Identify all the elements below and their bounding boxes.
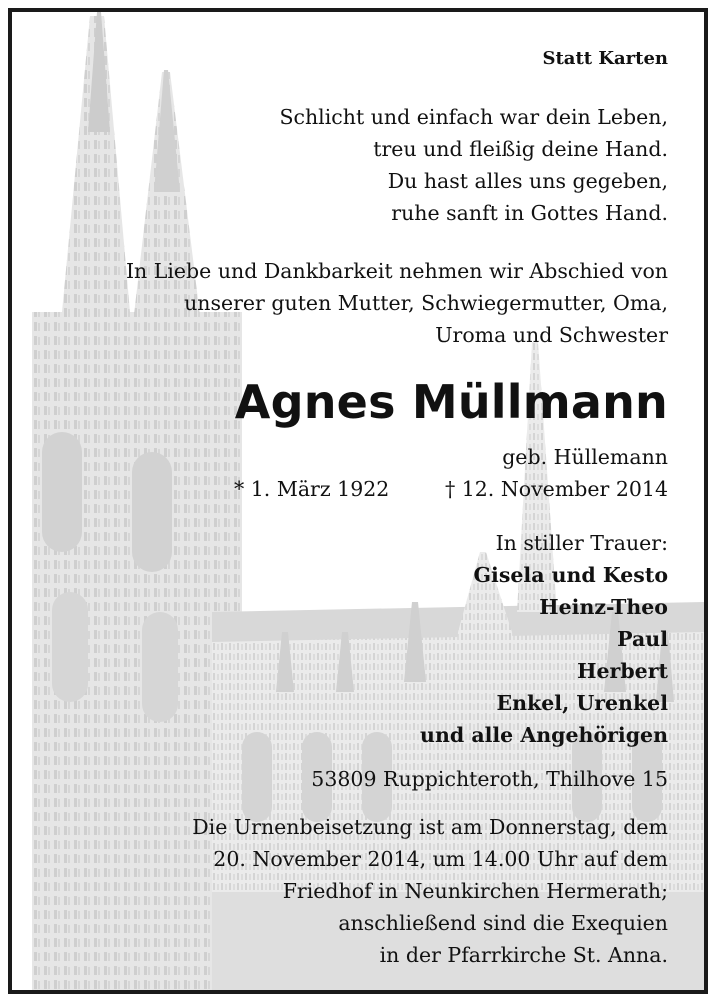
mourner-5: Enkel, Urenkel [496,691,668,715]
ceremony-line-3: Friedhof in Neunkirchen Hermerath; [282,879,668,903]
mourner-6: und alle Angehörigen [420,723,668,747]
poem-line-1: Schlicht und einfach war dein Leben, [279,105,668,129]
maiden-name: geb. Hüllemann [502,445,668,469]
intro-line-1: In Liebe und Dankbarkeit nehmen wir Abschied von [125,259,668,283]
mourner-3: Paul [617,627,668,651]
poem-line-4: ruhe sanft in Gottes Hand. [391,201,668,225]
ceremony-line-2: 20. November 2014, um 14.00 Uhr auf dem [213,847,668,871]
poem-line-3: Du hast alles uns gegeben, [387,169,668,193]
mourner-4: Herbert [577,659,668,683]
ceremony-line-4: anschließend sind die Exequien [338,911,668,935]
mourner-2: Heinz-Theo [539,595,668,619]
birth-date: * 1. März 1922 [234,477,390,501]
intro-line-2: unserer guten Mutter, Schwiegermutter, Oma, [184,291,668,315]
death-date: † 12. November 2014 [444,477,668,501]
deceased-name: Agnes Müllmann [234,375,668,429]
intro-line-3: Uroma und Schwester [435,323,668,347]
poem-line-2: treu und fleißig deine Hand. [373,137,668,161]
mourners-heading: In stiller Trauer: [495,531,668,555]
mourner-1: Gisela und Kesto [473,563,668,587]
obituary-card [8,8,708,994]
address: 53809 Ruppichteroth, Thilhove 15 [311,767,668,791]
ceremony-line-1: Die Urnenbeisetzung ist am Donnerstag, dem [192,815,668,839]
ceremony-line-5: in der Pfarrkirche St. Anna. [379,943,668,967]
obituary-text [12,12,704,990]
header-label: Statt Karten [542,48,668,69]
